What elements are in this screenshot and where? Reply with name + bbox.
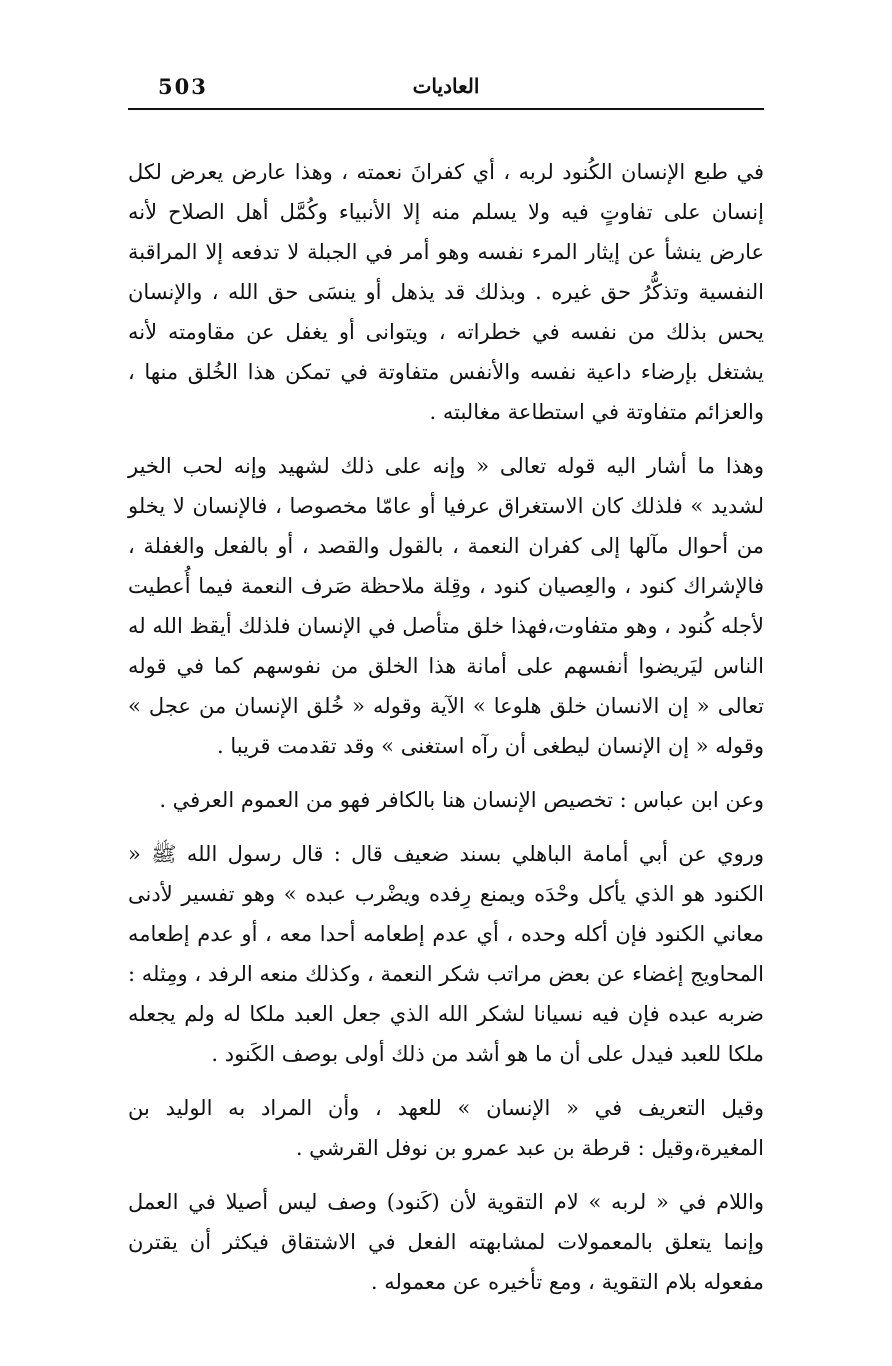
paragraph: واللام في « لربه » لام التقوية لأن (كَنود) وصف ليس أصيلا في العمل وإنما يتعلق بالمعمولات لمشابهته الفعل في الاشتقاق فيكثر أن يقترن مفعوله بلام التقوية ، ومع تأخيره عن معموله . (128, 1190, 764, 1294)
paragraph: وهذا ما أشار اليه قوله تعالى « وإنه على ذلك لشهيد وإنه لحب الخير لشديد » فلذلك كان الاستغراق عرفيا أو عامّا مخصوصا ، فالإنسان لا يخلو من أحوال مآلها إلى كفران النعمة ، بالقول والقصد ، أو بالفعل والغفلة ، فالإشراك كنود ، والعِصيان كنود ، وقِلة ملاحظة صَرف النعمة فيما أُعطيت لأجله كُنود ، وهو متفاوت،فهذا خلق متأصل في الإنسان فلذلك أيقظ الله له الناس ليَريضوا أنفسهم على أمانة هذا الخلق من نفوسهم كما في قوله تعالى « إن الانسان خلق هلوعا » الآية وقوله « خُلق الإنسان من عجل » وقوله « إن الإنسان ليطغى أن رآه استغنى » وقد تقدمت قريبا . (128, 454, 764, 758)
page-number: 503 (158, 74, 208, 99)
paragraph: في طبع الإنسان الكُنود لربه ، أي كفرانَ نعمته ، وهذا عارض يعرض لكل إنسان على تفاوتٍ فيه ولا يسلم منه إلا الأنبياء وكُمَّل أهل الصلاح لأنه عارض ينشأ عن إيثار المرء نفسه وهو أمر في الجبلة لا تدفعه إلا المراقبة النفسية وتذكُّرُ حق غيره . وبذلك قد يذهل أو ينسَى حق الله ، والإنسان يحس بذلك من نفسه في خطراته ، ويتوانى أو يغفل عن مقاومته لأنه يشتغل بإرضاء داعية نفسه والأنفس متفاوتة في تمكن هذا الخُلق منها ، والعزائم متفاوتة في استطاعة مغالبته . (128, 160, 764, 424)
body-text (128, 152, 764, 1316)
paragraph: وقيل التعريف في « الإنسان » للعهد ، وأن المراد به الوليد بن المغيرة،وقيل : قرطة بن عبد عمرو بن نوفل القرشي . (128, 1096, 764, 1160)
paragraph: وروي عن أبي أمامة الباهلي بسند ضعيف قال : قال رسول الله ﷺ « الكنود هو الذي يأكل وحْدَه ويمنع رِفده ويضْرب عبده » وهو تفسير لأدنى معاني الكنود فإن أكله وحده ، أي عدم إطعامه أحدا معه ، أو عدم إطعامه المحاويج إغضاء عن بعض مراتب شكر النعمة ، وكذلك منعه الرفد ، ومِثله : ضربه عبده فإن فيه نسيانا لشكر الله الذي جعل العبد ملكا له ولم يجعله ملكا للعبد فيدل على أن ما هو أشد من ذلك أولى بوصف الكَنود . (128, 842, 764, 1066)
paragraph: وعن ابن عباس : تخصيص الإنسان هنا بالكافر فهو من العموم العرفي . (159, 788, 764, 812)
running-title: العاديات (412, 74, 480, 98)
page-header (128, 72, 764, 110)
